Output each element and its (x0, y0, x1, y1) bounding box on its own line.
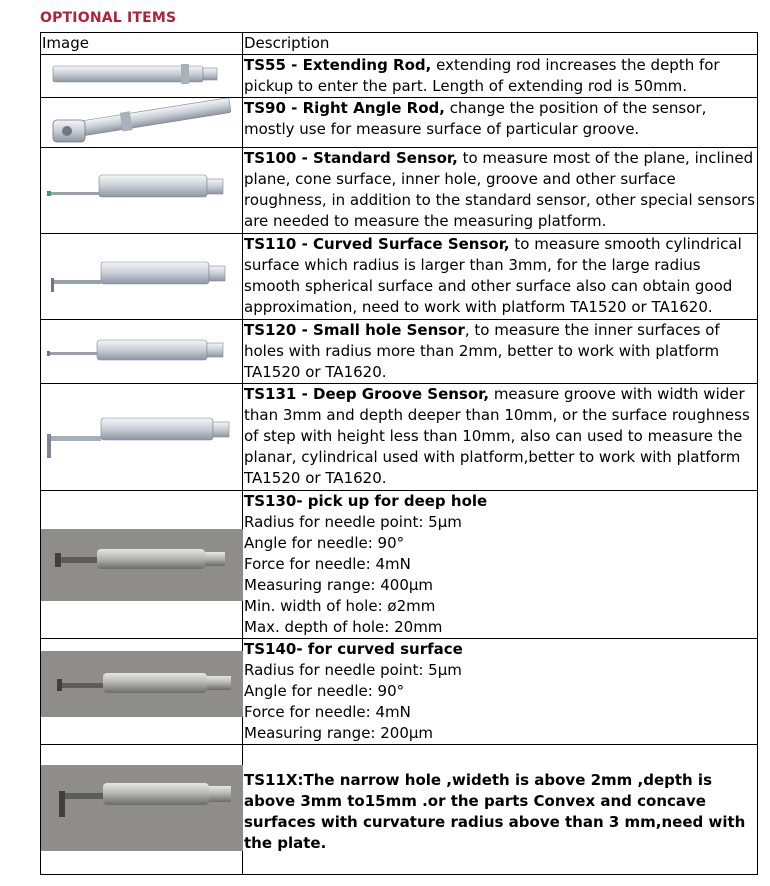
table-row (41, 98, 758, 148)
description-cell (243, 148, 758, 234)
product-image-cell (41, 234, 243, 320)
product-image-cell (41, 384, 243, 491)
spec-line: Radius for needle point: 5μm (244, 513, 462, 531)
description-cell (243, 320, 758, 384)
item-title: TS140- for curved surface (244, 640, 463, 658)
product-image-cell (41, 55, 243, 98)
item-code: TS131 - Deep Groove Sensor, (244, 385, 490, 403)
section-heading: OPTIONAL ITEMS (40, 10, 177, 26)
description-cell (243, 639, 758, 745)
description-cell (243, 98, 758, 148)
spec-line: Radius for needle point: 5μm (244, 661, 462, 679)
curved-surface-pickup-photo (41, 639, 243, 745)
description-cell (243, 384, 758, 491)
column-header-description: Description (243, 33, 758, 55)
table-row (41, 55, 758, 98)
spec-line: Angle for needle: 90° (244, 534, 405, 552)
product-image-cell (41, 491, 243, 639)
spec-line: Angle for needle: 90° (244, 682, 405, 700)
item-code: TS120 - Small hole Sensor (244, 321, 465, 339)
column-header-image: Image (41, 33, 243, 55)
description-cell (243, 55, 758, 98)
table-row (41, 320, 758, 384)
product-image-cell (41, 98, 243, 148)
optional-items-table (40, 32, 758, 875)
spec-line: Measuring range: 200μm (244, 724, 434, 742)
table-header-row (41, 33, 758, 55)
item-text: to measure most of the plane, inclined plane, cone surface, inner hole, groove and other surface roughness, in addition to the standard sensor, other special sensors are needed to measure the measuring platform. (244, 149, 755, 230)
spec-line: Measuring range: 400μm (244, 576, 434, 594)
item-code: TS90 - Right Angle Rod, (244, 99, 445, 117)
item-code: TS100 - Standard Sensor, (244, 149, 458, 167)
item-text: extending rod increases the depth for pickup to enter the part. Length of extending rod is 50mm. (244, 56, 720, 95)
item-title: TS130- pick up for deep hole (244, 492, 488, 510)
deep-hole-pickup-photo (41, 491, 243, 639)
item-code: TS110 - Curved Surface Sensor, (244, 235, 510, 253)
description-cell (243, 491, 758, 639)
item-code: TS55 - Extending Rod, (244, 56, 432, 74)
item-text: to measure smooth cylindrical surface which radius is larger than 3mm, for the large radius smooth spherical surface and other surface also can obtain good approximation, need to work with platform TA1520 or TA1620. (244, 235, 742, 316)
table-row (41, 745, 758, 875)
table-row (41, 639, 758, 745)
item-text: , to measure the inner surfaces of holes with radius more than 2mm, better to work with platform TA1520 or TA1620. (244, 321, 720, 381)
extending-rod-image (41, 55, 243, 97)
description-cell (243, 234, 758, 320)
spec-line: Max. depth of hole: 20mm (244, 618, 443, 636)
table-row (41, 491, 758, 639)
spec-line: Min. width of hole: ø2mm (244, 597, 436, 615)
product-image-cell (41, 148, 243, 234)
standard-sensor-image (41, 148, 243, 234)
product-image-cell (41, 745, 243, 875)
item-text: TS11X:The narrow hole ,wideth is above 2mm ,depth is above 3mm to15mm .or the parts Convex and concave surfaces with curvature radius above than 3 mm,need with the plate. (244, 770, 746, 852)
table-row (41, 148, 758, 234)
item-text: change the position of the sensor, mostly use for measure surface of particular groove. (244, 99, 707, 138)
table-row (41, 384, 758, 491)
product-image-cell (41, 320, 243, 384)
item-text: measure groove with width wider than 3mm and depth deeper than 10mm, or the surface roughness of step with height less than 10mm, also can used to measure the planar, cylindrical used with platform,better to work with platform TA1520 or TA1620. (244, 385, 750, 487)
small-hole-sensor-image (41, 320, 243, 384)
curved-surface-sensor-image (41, 234, 243, 320)
deep-groove-sensor-image (41, 384, 243, 491)
narrow-hole-pickup-photo (41, 745, 243, 875)
spec-line: Force for needle: 4mN (244, 555, 411, 573)
table-row (41, 234, 758, 320)
description-cell (243, 745, 758, 875)
spec-line: Force for needle: 4mN (244, 703, 411, 721)
right-angle-rod-image (41, 98, 243, 148)
product-image-cell (41, 639, 243, 745)
